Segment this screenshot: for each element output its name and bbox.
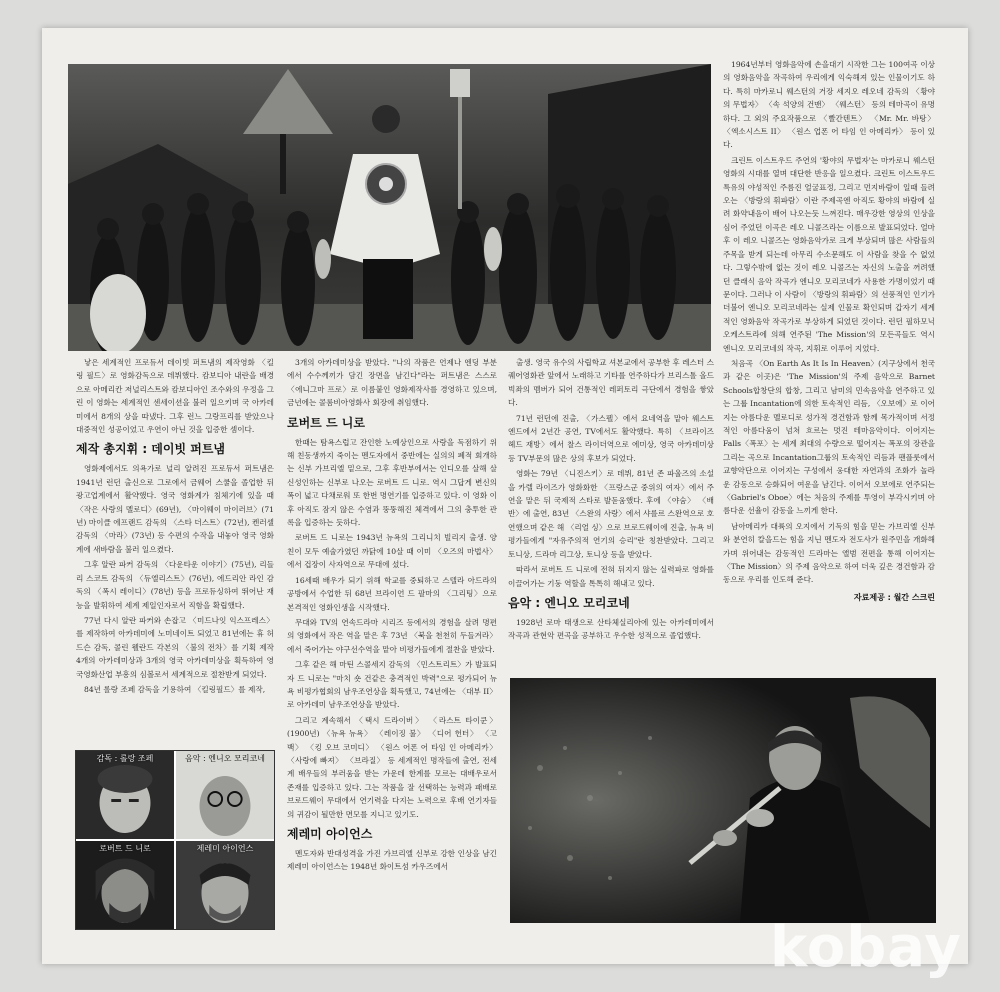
music-paragraph-3: 크린트 이스트우드 주연의 '황야의 무법자'는 마카로니 웨스턴 영화의 시대를 열며 대단한 반응을 일으켰다. 크린트 이스트우드 특유의 야성적인 주름진 얼굴표정, 그리고 먼지바람이 일때 들려오는 〈방랑의 휘파람〉이란 주제곡엔 아직도 황야의 바람에 실려 화약내음이 배어 나오는듯 느껴진다. 매우강한 영상의 인상을 심어 주었던 이곡은 레오 니콜즈라는 이름으로 발표되었다. 얼마후 이 레오 니콜즈는 영화음악가로 크게 부상되며 많은 사람들의 주목을 받게 되는데 아무리 수소문해도 이 사람을 찾을 수 없었다. 그렇수밖에 없는 것이 레오 니콜즈는 자신의 노출을 꺼려했던 클래식 음악 작곡가 엔니오 모리코네가 사용한 가명이었기 때문이다. 그러나 이 사람이 〈방랑의 휘파람〉의 선풍적인 인기가 더불어 엔니오 모리코네라는 실제 인물로 확인되며 갑자기 세계적인 영화음악 작곡가로 부상하게 되었던 것이다. 런던 필하모닉 오케스트라에 의해 연주된 'The Mission'의 모든곡들도 역시 엔니오 모리코네의 작곡, 지휘로 이루어 지었다. [723,155,935,353]
kobay-watermark: kobay [770,915,962,980]
deniro-heading: 로버트 드 니로 [287,415,365,430]
composer-caption: 음악 : 엔니오 모리코네 [185,754,265,763]
irons-paragraph-1: 멘도자와 반대성격을 가진 가브리엘 신부로 강한 인상을 남긴 제레미 아이언스는 1948년 화이트섬 카우즈에서 [287,849,497,872]
irons-portrait [176,841,274,929]
irons-heading: 제레미 아이언스 [287,827,373,841]
irons-paragraph-3: 71년 런던에 진출, 〈가스펠〉에서 요네역을 맡아 웨스트 엔드에서 2년간 공연, TV에서도 활약했다. 특히 〈브라이즈 헤드 재방〉에서 찰스 라이더역으로 에미상, 영국 아카데미상 등 TV부문의 많은 상의 후보가 되었다. [508,413,714,463]
irons-caption: 제레미 아이언스 [196,844,254,853]
producer-heading: 제작 총지휘 : 데이빗 퍼트냄 [76,442,226,457]
irons-paragraph-2: 출생. 영국 유수의 사립학교 셔본교에서 공부한 후 레스터 스퀘어영화관 앞에서 노래하고 기타를 연주하다가 브리스톨 올드빅좌의 멤버가 되어 건통적인 레퍼토리 극단에서 경험을 쌓았다. [508,358,714,408]
director-caption: 감독 : 롤랑 조페 [96,754,154,763]
column-4 [723,58,935,673]
deniro-paragraph-1: 한때는 탐욕스럽고 잔인한 노예상인으로 사랑을 독점하기 위해 친동생까지 죽이는 멘도자에서 중반에는 실의의 폐적 회개하는 신부 가브리엘 밑으로, 그후 후반부에서는 인디오를 살해 살신성인하는 신부로 나오는 로버트 드 니로. 역시 그답게 변신의 폭이 넓고 다채로워 또 한번 명연기를 입증하고 있다. 이 영화 이후 아직도 잠지 않은 수염과 뚱뚱해진 체격에서 그의 충투한 관록을 입증하는 듯하다. [287,437,497,528]
music-paragraph-2: 1964년부터 영화음악에 손을대기 시작한 그는 100여곡 이상의 영화음악을 작곡하여 우리에게 익숙해져 있는 인물이기도 하다. 특히 마카로니 웨스턴의 거장 세지오 레오네 감독의 〈황야의 무법자〉 〈속 석양의 건맨〉 〈웨스턴〉 등의 테마곡이 유명하다. 그 외의 주요작품으로 〈빨간텐트〉 〈Mr. Mr. 바탕〉 〈엑소시스트 II〉 〈원스 업폰 어 타임 인 아메리카〉 등이 있다. [723,60,935,150]
deniro-paragraph-4: 무대와 TV의 연속드라마 시리즈 등에서의 경험을 살려 명편의 영화에서 작은 역을 맡은 후 73년 〈북을 천천히 두들겨라〉에서 죽어가는 야구선수역을 맡아 비평가들에게 절찬을 받았다. [287,617,497,654]
oboe-player-photo [510,678,936,923]
irons-paragraph-4: 영화는 79년 〈니진스키〉로 데뷔, 81년 존 파울즈의 소설을 카렐 라이즈가 영화화한 〈프랑스군 중위의 여자〉에서 주연을 맡은 뒤 국제적 스타로 발돋움했다. 후에 〈야숨〉 〈배반〉에 출연, 83년 〈스완의 사랑〉에서 샤를르 스완역으로 호연했으며 같은 해 〈리얼 싱〉으로 브로드웨이에 진출, 뉴욕 비평가들에게 "자유주의적 연기의 승리"란 칭찬받았다. 그리고 토니상, 드라마 리그상, 토니상 등을 받았다. [508,469,714,559]
deniro-paragraph-3: 16세때 배우가 되기 위해 학교를 중퇴하고 스텔라 아드라의 공방에서 수업한 뒤 68년 브라이언 드 팔마의 〈그리팅〉으로 본격적인 영화인생을 시작했다. [287,575,497,612]
producer-paragraph-2: 그후 알란 파커 감독의 〈다운타운 이야기〉(75년), 리들리 스코트 감독의 〈듀엘리스트〉(76년), 에드리안 라인 감독의 〈폭시 레이디〉(78년) 등을 프로듀싱하여 뛰어난 재능을 발휘하여 세계 제일인자로서 직함을 확립했다. [76,560,274,610]
producer-paragraph-5: 3개의 아카데미상을 받았다. "나의 작품은 언제나 엔딩 부분에서 수수께끼가 담긴 장면을 남긴다"라는 퍼트냄은 스스로 〈에니그마 프로〉로 이름붙인 영화제작사를 경영하고 있으며, 금년에는 콜롬비아영화사 회장에 취임했다. [287,358,497,408]
music-heading: 음악 : 엔니오 모리코네 [508,595,630,610]
column-3 [508,356,714,672]
irons-paragraph-5: 따라서 로버트 드 니로에 전혀 뒤지지 않는 실력파로 영화를 이끌어가는 기둥 역할을 톡톡히 해내고 있다. [508,565,714,588]
mission-procession-photo [68,64,711,351]
deniro-paragraph-2: 로버트 드 니로는 1943년 뉴욕의 그리니치 빌리지 출생. 양친이 모두 예술가였던 까닭에 10살 때 이미 〈오즈의 마법사〉에서 겁장이 사자역으로 무대에 섰다. [287,533,497,570]
composer-portrait [176,751,274,839]
producer-paragraph-4: 84년 롤랑 조페 감독을 기용하여 〈킬링필드〉를 제작, [84,684,266,694]
intro-paragraph: 낳은 세계적인 프로듀서 데이빗 퍼트냄의 제작영화 〈킬링 필드〉로 영화감독으로 데뷔했다. 캄보디아 내란을 배경으로 아메리칸 저널리스트와 캄보디아인 조수와의 우정을 그린 이 영화는 세계적인 센세이션을 불러 일으키며 국 아카데미에서 8개의 상을 따냈다. 그후 런느 그랑프리를 받았으나 대중적인 성공이었고 우연이 아닌 것을 입증한 셈이다. [76,358,274,435]
deniro-paragraph-5: 그후 같은 해 마틴 스콜세지 감독의 〈민스트리트〉가 발표되자 드 니로는 "마치 숏 건같은 충격적인 박력"으로 평가되어 뉴욕 비평가협회의 남우조연상을 획득했고, 74년에는 〈대부 II〉로 아카데미 남우조연상을 받았다. [287,660,497,710]
music-paragraph-1: 1928년 로마 태생으로 산타체실리아에 있는 아카데미에서 작곡과 관현악 편곡을 공부하고 우수한 성적으로 졸업했다. [508,617,714,641]
column-1 [76,356,274,748]
deniro-caption: 로버트 드 니로 [99,844,151,853]
music-paragraph-4: 처음곡 〈On Earth As It Is In Heaven〉(지구상에서 천국과 같은 이곳)은 'The Mission'의 주제 음악으로 Barnet Schools합창단의 합창, 그리고 남미의 민속음악을 연주하고 있는 그룹 Incantation에 의한 토속적인 리듬, 〈오보에〉로 이어지는 아름다운 멜로디로 성가적 경건함과 함께 목가적이며 서정적인 아름다움이 넘쳐 흐르는 멋진 테마음악이다. 이어지는 Falls〈폭포〉는 세계 최대의 수량으로 떨어지는 폭포의 장관을 그리는 곡으로 Incantation그룹의 토속적인 리듬과 팬플룻에서 교향악단으로 이어지는 구성에서 웅대한 자연과의 조화가 놀라운 감동으로 승화되어 여운을 남긴다. 이어서 오보에로 연주되는 〈Gabriel's Oboe〉에는 처음의 주제를 투영이 부각시키며 아름다운 선율이 감동을 느끼게 한다. [723,358,935,516]
cast-portrait-grid [75,750,275,930]
column-2 [287,356,497,931]
producer-paragraph-1: 영화제에서도 의욕가로 널리 알려진 프로듀서 퍼트냄은 1941년 런던 출신으로 그로에서 금웨어 스쿨을 졸업한 뒤 광고업계에서 활약했다. 영국 영화계가 침체기에 있을 때 〈작은 사랑의 멜로디〉(69년), 〈마이웨이 마이러브〉(71년) 마이클 에프랜드 감독의 〈스타 더스트〉(72년), 켄러셀 감독의 〈마라〉(73년) 등 수편의 수작을 내놓아 영국 영화계에 새바람을 불러 일으켰다. [76,464,274,554]
music-paragraph-5: 남아메리카 대륙의 오지에서 기독의 힘을 믿는 가브리엘 신부와 분연히 칼을드는 힘을 지닌 멘도자 전도사가 원주민을 개화해가며 위어내는 감동적인 드라마는 앨범 전편을 통해 이어지는 〈The Mission〉의 주제 음악으로 하여 더욱 깊은 경건함과 감동으로 우리를 인도해 준다. [723,521,935,585]
producer-paragraph-3: 77년 다시 알란 파커와 손잡고 〈미드나잇 익스프레스〉를 제작하여 아카데미에 노미네이트 되었고 81년에는 휴 허드슨 감독, 콜린 웰란드 각본의 〈불의 전차〉를 기획 제작 4개의 아카데미상과 3개의 영국 아카데미상을 획득하여 영국영화산업 부흥의 심볼로서 세계적으로 절찬받게 되었다. [76,615,274,679]
deniro-portrait [76,841,174,929]
deniro-paragraph-6: 그리고 계속해서 〈택시 드라이버〉 〈라스트 타이쿤〉 (1900년) 〈뉴욕 뉴욕〉 〈레이징 불〉 〈디어 헌터〉 〈고백〉 〈킹 오브 코미디〉 〈원스 어폰 어 타임 인 아메리카〉 〈사랑에 빠져〉 〈브라질〉 등 세계적인 명작들에 출연, 전세계 배우들의 부러움을 받는 가운데 한계를 모르는 대배우로서 존재를 입증하고 있다. 그는 작품을 잘 선택하는 능력과 패배로 브로드웨이 무대에서 연기력을 다지는 노력으로 후배 연기자들의 귀감이 될만한 면모를 지니고 있기도. [287,715,497,819]
source-credit: 자료제공 : 월간 스크린 [853,592,935,602]
director-portrait [76,751,174,839]
